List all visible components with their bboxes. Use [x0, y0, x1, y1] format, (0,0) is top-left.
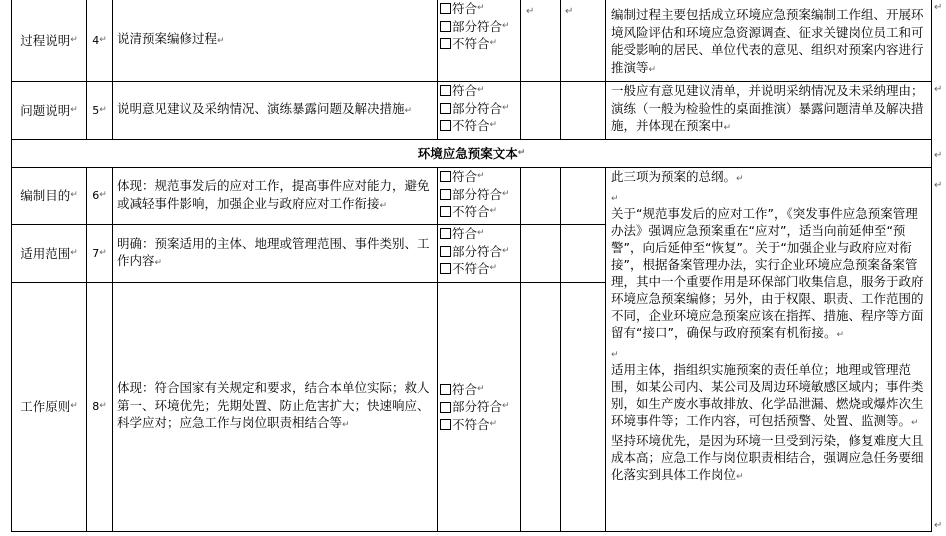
option-partial[interactable]: 部分符合 ↵ — [440, 18, 520, 36]
row-number: 4 ↵ — [92, 33, 107, 47]
option-conform[interactable]: 符合 ↵ — [440, 225, 520, 243]
checkbox-icon[interactable] — [440, 419, 451, 430]
option-nonconform[interactable]: 不符合 ↵ — [440, 117, 520, 135]
option-partial[interactable]: 部分符合 ↵ — [440, 186, 520, 204]
checkbox-icon[interactable] — [440, 189, 451, 200]
checkbox-icon[interactable] — [440, 171, 451, 182]
row-description: 体现：规范事发后的应对工作，提高事件应对能力，避免或减轻事件影响，加强企业与政府应对工作衔接↵ — [117, 178, 430, 211]
compliance-options — [438, 225, 520, 282]
blank-line: ↵ — [611, 350, 619, 360]
option-conform[interactable]: 符合 ↵ — [440, 0, 520, 18]
option-partial[interactable]: 部分符合 ↵ — [440, 243, 520, 261]
row-end-mark: ↵ — [934, 150, 943, 161]
row-end-mark: ↵ — [934, 84, 943, 95]
row-note: 一般应有意见建议清单，并说明采纳情况及未采纳理由；演练（一般为检验性的桌面推演）暴露问题清单及解决措施，并体现在预案中↵ — [611, 83, 924, 133]
checkbox-icon[interactable] — [440, 103, 451, 114]
compliance-options — [438, 82, 520, 139]
row-label-scope: 适用范围 ↵ — [20, 245, 78, 261]
checkbox-icon[interactable] — [440, 263, 451, 274]
row-label-purpose: 编制目的 ↵ — [20, 188, 78, 204]
option-nonconform[interactable]: 不符合 ↵ — [440, 203, 520, 221]
compliance-options — [438, 283, 520, 531]
row-label-issues: 问题说明 ↵ — [20, 102, 78, 118]
row-description: 说清预案编修过程↵ — [117, 31, 225, 47]
row-number: 7 ↵ — [92, 246, 107, 260]
option-conform[interactable]: 符合 ↵ — [440, 82, 520, 100]
row-end-mark: ↵ — [934, 180, 943, 191]
compliance-options — [438, 0, 520, 81]
blank-line: ↵ — [611, 194, 619, 204]
row-description: 说明意见建议及采纳情况、演练暴露问题及解决措施↵ — [117, 101, 413, 117]
row-number: 6 ↵ — [92, 189, 107, 203]
checkbox-icon[interactable] — [440, 21, 451, 32]
checkbox-icon[interactable] — [440, 85, 451, 96]
checkbox-icon[interactable] — [440, 402, 451, 413]
row-note: 编制过程主要包括成立环境应急预案编制工作组、开展环境风险评估和环境应急资源调查、征求关键岗位员工和可能受影响的居民、单位代表的意见、组织对预案内容进行推演等↵ — [611, 7, 924, 75]
compliance-options — [438, 168, 520, 224]
row-end-mark: ↵ — [934, 2, 943, 13]
row-number: 8 ↵ — [92, 400, 107, 414]
option-partial[interactable]: 部分符合 ↵ — [440, 398, 520, 416]
checkbox-icon[interactable] — [440, 3, 451, 14]
section-title: 环境应急预案文本 ↵ — [417, 145, 526, 161]
row-description: 明确：预案适用的主体、地理或管理范围、事件类别、工作内容↵ — [117, 235, 430, 268]
option-nonconform[interactable]: 不符合 ↵ — [440, 416, 520, 434]
row-description: 体现：符合国家有关规定和要求，结合本单位实际；救人第一、环境优先；先期处置、防止危害扩大；快速响应、科学应对；应急工作与岗位职责相结合等↵ — [117, 380, 430, 431]
checkbox-icon[interactable] — [440, 384, 451, 395]
checkbox-icon[interactable] — [440, 120, 451, 131]
paragraph-mark: ↵ — [526, 6, 535, 17]
checkbox-icon[interactable] — [440, 206, 451, 217]
row-end-mark: ↵ — [934, 520, 943, 531]
option-partial[interactable]: 部分符合 ↵ — [440, 100, 520, 118]
checkbox-icon[interactable] — [440, 228, 451, 239]
option-conform[interactable]: 符合 ↵ — [440, 381, 520, 399]
option-conform[interactable]: 符合 ↵ — [440, 168, 520, 186]
checkbox-icon[interactable] — [440, 246, 451, 257]
option-nonconform[interactable]: 不符合 ↵ — [440, 260, 520, 278]
option-nonconform[interactable]: 不符合 ↵ — [440, 35, 520, 53]
row-label-principles: 工作原则 ↵ — [20, 399, 78, 415]
row-number: 5 ↵ — [92, 103, 107, 117]
checkbox-icon[interactable] — [440, 38, 451, 49]
merged-note: 此三项为预案的总纲。↵ ↵ 关于“规范事发后的应对工作”，《突发事件应急预案管理办法》强调应急预案重在“应对”，适当向前延伸至“预警”，向后延伸至“恢复”。关于“加强企业与政府应对衔接”，根据备案管理办法，实行企业环境应急预案备案管理，其中一个重要作用是环保部门收集信息，服务于政府环境应急预案编修；另外，由于权限、职责、工作范围的不同，企业环境应急预案应该在指挥、措施、程序等方面留有“接口”，确保与政府预案有机衔接。↵ ↵ 适用主体，指组织实施预案的责任单位；地理或管理范围，如某公司内、某公司及周边环境敏感区域内；事件类别，如生产废水事故排放、化学品泄漏、燃烧或爆炸次生环境事件等；工作内容，可包括预警、处置、监测等。↵ 坚持环境优先，是因为环境一旦受到污染，修复难度大且成本高；应急工作与岗位职责相结合，强调应急任务要细化落实到具体工作岗位↵ — [606, 168, 931, 531]
row-label-process: 过程说明 ↵ — [20, 32, 78, 48]
paragraph-mark: ↵ — [565, 6, 574, 17]
